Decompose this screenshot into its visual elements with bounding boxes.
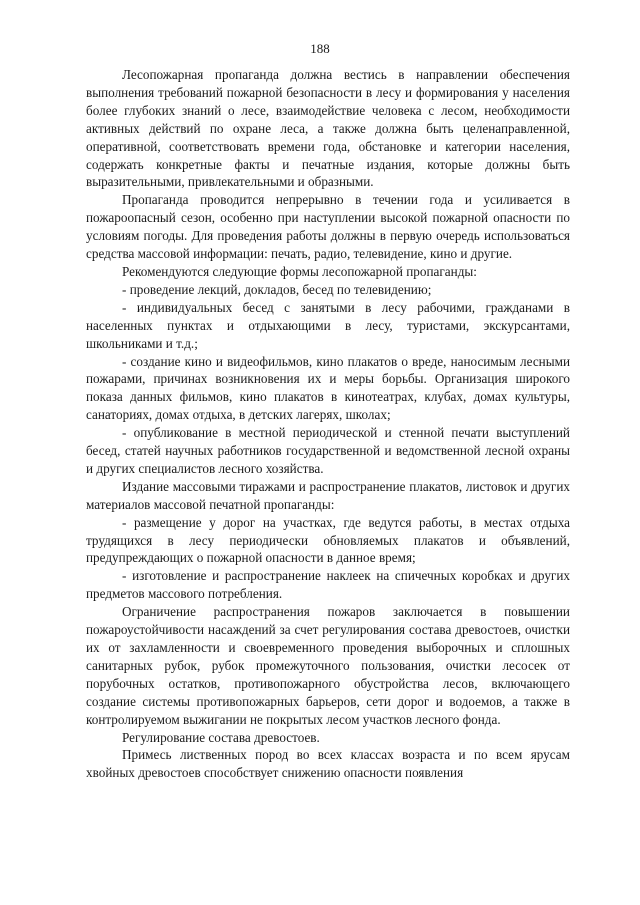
list-item-films: - создание кино и видеофильмов, кино плакатов о вреде, наносимым лесными пожарами, причинах возникновения их и меры борьбы. Организация широкого показа данных фильмов, кино плакатов в кинотеатрах, клубах, домах культуры, санаториях, домах отдыха, в детских лагерях, школах; xyxy=(86,353,570,423)
paragraph-recommended-forms: Рекомендуются следующие формы лесопожарной пропаганды: xyxy=(122,263,477,279)
paragraph-propaganda-goals: Лесопожарная пропаганда должна вестись в направлении обеспечения выполнения требований пожарной безопасности в лесу и формирования у населения более глубоких знаний о лесе, взаимодействие человека с лесом, необходимости активных действий по охране леса, а также должна быть целенаправленной, оперативной, соответствовать времени года, обстановке и категории населения, содержать конкретные факты и печатные издания, которые должны быть выразительными, привлекательными и образными. xyxy=(86,67,570,190)
list-item-lectures: - проведение лекций, докладов, бесед по телевидению; xyxy=(122,281,432,297)
list-item-individual-talks: - индивидуальных бесед с занятыми в лесу рабочими, гражданами в населенных пунктах и отдыхающими в лесу, туристами, экскурсантами, школьниками и т.д.; xyxy=(86,299,570,351)
paragraph-propaganda-season: Пропаганда проводится непрерывно в течении года и усиливается в пожароопасный сезон, особенно при наступлении высокой пожарной опасности по условиям погоды. Для проведения работы должны в первую очередь использоваться средства массовой информации: печать, радио, телевидение, кино и другие. xyxy=(86,192,570,262)
paragraph-fire-spread-limitation: Ограничение распространения пожаров заключается в повышении пожароустойчивости насаждений за счет регулирования состава древостоев, очистки их от захламленности и своевременного проведения выборочных и сплошных санитарных рубок, рубок промежуточного пользования, очистки лесосек от порубочных остатков, противопожарного обустройства лесов, включающего создание системы противопожарных барьеров, сети дорог и водоемов, а также в контролируемом выжигании не покрытых лесом участков лесного фонда. xyxy=(86,604,570,727)
paragraph-deciduous-admixture: Примесь лиственных пород во всех классах возраста и по всем ярусам хвойных древостоев способствует снижению опасности появления xyxy=(86,747,570,781)
paragraph-stand-composition: Регулирование состава древостоев. xyxy=(122,729,320,745)
page-number: 188 xyxy=(310,41,330,56)
list-item-stickers: - изготовление и распространение наклеек на спичечных коробках и других предметов массового потребления. xyxy=(86,568,570,602)
document-body xyxy=(86,66,570,782)
paragraph-posters: Издание массовыми тиражами и распространение плакатов, листовок и других материалов массовой печатной пропаганды: xyxy=(86,478,570,512)
list-item-publications: - опубликование в местной периодической и стенной печати выступлений бесед, статей научных работников государственной и ведомственной лесной охраны и других специалистов лесного хозяйства. xyxy=(86,425,570,476)
list-item-road-posters: - размещение у дорог на участках, где ведутся работы, в местах отдыха трудящихся в лесу периодически обновляемых плакатов и объявлений, предупреждающих о пожарной опасности в данное время; xyxy=(86,514,570,566)
